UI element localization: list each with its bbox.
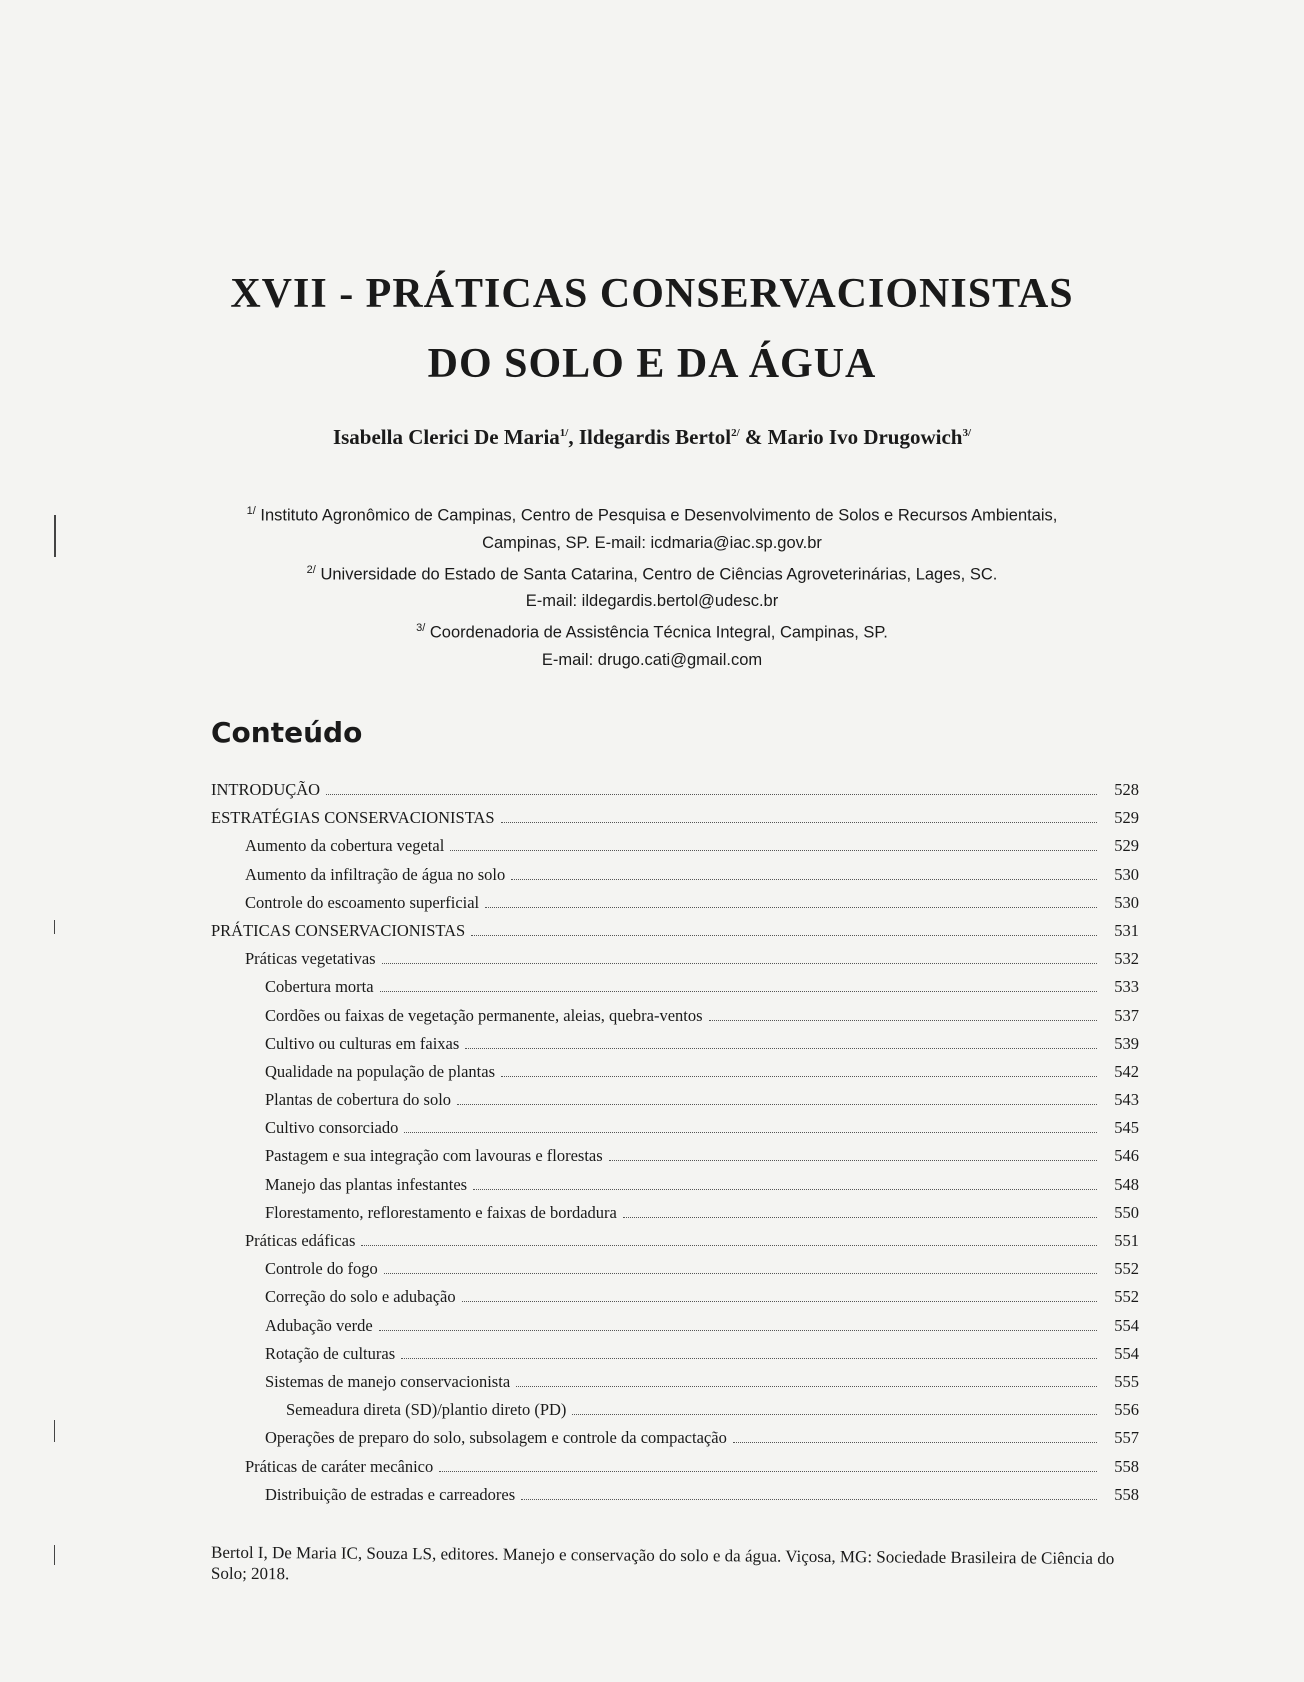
toc-entry-label: Aumento da cobertura vegetal xyxy=(245,836,445,856)
toc-entry-label: Correção do solo e adubação xyxy=(265,1287,456,1307)
toc-page-number: 529 xyxy=(1114,836,1139,856)
affiliation-text: Instituto Agronômico de Campinas, Centro de Pesquisa e Desenvolvimento de Solos e Recursos Ambientais, xyxy=(260,506,1058,525)
toc-leader-dots xyxy=(326,794,1097,795)
toc-leader-dots xyxy=(516,1386,1097,1387)
toc-leader-dots xyxy=(457,1104,1097,1105)
toc-entry xyxy=(211,1400,1139,1428)
toc-page-number: 545 xyxy=(1114,1118,1139,1138)
toc-entry xyxy=(211,1062,1139,1090)
scan-margin-mark xyxy=(54,920,55,934)
toc-entry-label: Aumento da infiltração de água no solo xyxy=(245,864,506,884)
toc-entry xyxy=(211,808,1139,836)
toc-entry xyxy=(211,1146,1139,1174)
toc-entry xyxy=(211,1034,1139,1062)
author-name: Isabella Clerici De Maria xyxy=(332,425,560,449)
toc-entry xyxy=(211,1344,1139,1372)
toc-page-number: 548 xyxy=(1114,1174,1139,1194)
toc-page-number: 558 xyxy=(1114,1456,1139,1476)
toc-page-number: 558 xyxy=(1114,1484,1139,1504)
affiliation-line xyxy=(0,615,1304,647)
toc-entry xyxy=(211,1485,1139,1513)
toc-leader-dots xyxy=(709,1020,1097,1021)
toc-entry-label: Manejo das plantas infestantes xyxy=(265,1174,468,1194)
toc-entry-label: Rotação de culturas xyxy=(265,1343,396,1363)
scan-margin-mark xyxy=(54,1545,55,1565)
affiliation-email: E-mail: ildegardis.bertol@udesc.br xyxy=(525,592,779,610)
toc-entry-label: Práticas de caráter mecânico xyxy=(245,1456,434,1476)
toc-page-number: 551 xyxy=(1114,1231,1139,1250)
toc-page-number: 552 xyxy=(1114,1287,1139,1307)
scan-margin-mark xyxy=(54,1420,55,1442)
toc-page-number: 555 xyxy=(1114,1371,1139,1391)
affiliation-text: Coordenadoria de Assistência Técnica Integral, Campinas, SP. xyxy=(429,623,888,642)
toc-page-number: 543 xyxy=(1114,1090,1139,1110)
toc-leader-dots xyxy=(379,1330,1097,1331)
toc-page-number: 537 xyxy=(1114,1005,1139,1025)
toc-entry-label: Práticas edáficas xyxy=(245,1231,356,1250)
toc-entry xyxy=(211,1316,1139,1344)
toc-page-number: 539 xyxy=(1114,1033,1139,1053)
chapter-title-line-1: XVII - PRÁTICAS CONSERVACIONISTAS xyxy=(230,271,1074,317)
toc-page-number: 528 xyxy=(1114,780,1139,799)
author-separator: , xyxy=(568,425,579,449)
toc-entry xyxy=(211,1175,1139,1203)
toc-entry xyxy=(211,1203,1139,1231)
author-name: Ildegardis Bertol xyxy=(578,425,732,449)
affiliation-line xyxy=(0,557,1304,589)
toc-entry-label: Pastagem e sua integração com lavouras e florestas xyxy=(265,1146,603,1166)
toc-leader-dots xyxy=(501,1076,1097,1077)
toc-page-number: 554 xyxy=(1114,1343,1139,1363)
toc-page-number: 554 xyxy=(1114,1315,1139,1335)
toc-leader-dots xyxy=(572,1414,1097,1415)
toc-leader-dots xyxy=(473,1189,1097,1190)
toc-leader-dots xyxy=(384,1273,1097,1274)
toc-leader-dots xyxy=(361,1245,1097,1246)
author-name: Mario Ivo Drugowich xyxy=(767,425,963,449)
toc-entry xyxy=(211,1287,1139,1315)
toc-entry-label: Qualidade na população de plantas xyxy=(265,1061,495,1081)
toc-entry xyxy=(211,836,1139,864)
toc-entry xyxy=(211,977,1139,1005)
author-ref: 1/ xyxy=(559,427,569,439)
toc-entry xyxy=(211,1428,1139,1456)
toc-entry-label: Controle do fogo xyxy=(265,1259,378,1279)
toc-leader-dots xyxy=(511,879,1097,880)
contents-heading: Conteúdo xyxy=(211,716,363,749)
toc-leader-dots xyxy=(521,1499,1097,1500)
affiliations xyxy=(0,498,1304,674)
toc-page-number: 531 xyxy=(1114,920,1139,940)
affiliation-text: Universidade do Estado de Santa Catarina, Centro de Ciências Agroveterinárias, Lages, SC. xyxy=(320,565,998,583)
affiliation-line xyxy=(0,498,1304,530)
toc-entry-label: Semeadura direta (SD)/plantio direto (PD) xyxy=(286,1400,567,1420)
toc-entry-label: Cultivo consorciado xyxy=(265,1118,399,1138)
chapter-title-line-2: DO SOLO E DA ÁGUA xyxy=(427,341,877,387)
toc-entry xyxy=(211,780,1139,808)
toc-leader-dots xyxy=(404,1132,1097,1133)
author-ref: 3/ xyxy=(962,427,972,439)
toc-entry xyxy=(211,921,1139,949)
toc-leader-dots xyxy=(609,1160,1097,1161)
toc-leader-dots xyxy=(382,963,1097,964)
affiliation-ref: 1/ xyxy=(246,505,256,517)
toc-page-number: 557 xyxy=(1114,1428,1139,1448)
affiliation-email: E-mail: drugo.cati@gmail.com xyxy=(541,650,763,669)
toc-page-number: 530 xyxy=(1114,864,1139,884)
toc-page-number: 550 xyxy=(1114,1202,1139,1222)
toc-leader-dots xyxy=(439,1471,1097,1472)
toc-entry-label: PRÁTICAS CONSERVACIONISTAS xyxy=(211,920,466,940)
toc-entry-label: Controle do escoamento superficial xyxy=(245,892,480,912)
toc-leader-dots xyxy=(401,1358,1097,1359)
toc-entry xyxy=(211,1090,1139,1118)
toc-entry-label: Cobertura morta xyxy=(265,977,374,997)
toc-leader-dots xyxy=(501,822,1097,823)
affiliation-email: Campinas, SP. E-mail: icdmaria@iac.sp.gov.br xyxy=(482,533,822,552)
toc-page-number: 556 xyxy=(1114,1400,1139,1420)
toc-entry-label: Práticas vegetativas xyxy=(245,949,376,969)
toc-entry-label: Sistemas de manejo conservacionista xyxy=(265,1371,511,1391)
toc-entry xyxy=(211,1372,1139,1400)
toc-leader-dots xyxy=(380,991,1097,992)
toc-entry xyxy=(211,865,1139,893)
toc-entry xyxy=(211,893,1139,921)
citation: Bertol I, De Maria IC, Souza LS, editores. Manejo e conservação do solo e da água. Viçosa, MG: Sociedade Brasileira de Ciência do Solo; 2018. xyxy=(210,1542,1115,1584)
toc-page-number: 542 xyxy=(1114,1061,1139,1081)
toc-entry-label: INTRODUÇÃO xyxy=(211,780,321,799)
toc-leader-dots xyxy=(733,1442,1097,1443)
author-list xyxy=(0,425,1304,450)
toc-page-number: 552 xyxy=(1114,1259,1139,1279)
toc-entry-label: Florestamento, reflorestamento e faixas de bordadura xyxy=(265,1202,617,1222)
toc-leader-dots xyxy=(471,935,1097,936)
toc-page-number: 533 xyxy=(1114,977,1139,997)
toc-leader-dots xyxy=(462,1301,1097,1302)
affiliation-ref: 2/ xyxy=(306,563,316,576)
toc-entry xyxy=(211,1231,1139,1259)
author-separator: & xyxy=(739,425,768,449)
toc-entry xyxy=(211,1259,1139,1287)
toc-leader-dots xyxy=(465,1048,1097,1049)
toc-entry-label: ESTRATÉGIAS CONSERVACIONISTAS xyxy=(211,808,495,828)
toc-page-number: 530 xyxy=(1114,892,1139,912)
toc-entry xyxy=(211,1457,1139,1485)
toc-entry xyxy=(211,949,1139,977)
toc-entry xyxy=(211,1006,1139,1034)
toc-entry-label: Cordões ou faixas de vegetação permanente, aleias, quebra-ventos xyxy=(265,1005,703,1025)
toc-entry-label: Plantas de cobertura do solo xyxy=(265,1090,452,1110)
toc-page-number: 546 xyxy=(1114,1146,1139,1166)
toc-leader-dots xyxy=(450,850,1097,851)
toc-leader-dots xyxy=(485,907,1097,908)
toc-entry-label: Adubação verde xyxy=(265,1315,373,1335)
affiliation-ref: 3/ xyxy=(416,622,426,634)
toc-leader-dots xyxy=(623,1217,1097,1218)
toc-page-number: 532 xyxy=(1114,949,1139,969)
toc-entry-label: Operações de preparo do solo, subsolagem e controle da compactação xyxy=(265,1428,727,1448)
author-ref: 2/ xyxy=(731,427,740,439)
toc-entry-label: Distribuição de estradas e carreadores xyxy=(265,1484,516,1504)
toc-page-number: 529 xyxy=(1114,808,1139,828)
toc-entry xyxy=(211,1118,1139,1146)
table-of-contents xyxy=(211,780,1139,1513)
toc-entry-label: Cultivo ou culturas em faixas xyxy=(265,1033,460,1053)
